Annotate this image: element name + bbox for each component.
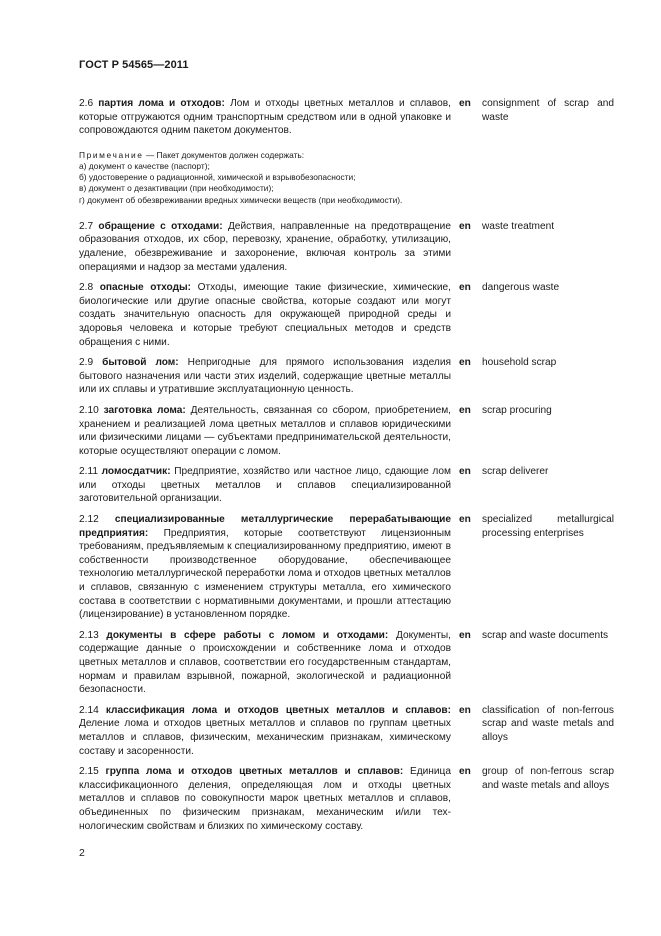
term-entry-2-8 bbox=[79, 281, 619, 349]
term-text: Документы, содержащие данные о происхождении и собственнике лома и отходов цветных металлов и сплавов, соответствии его государственным стандартам, нормам и правилам взрывной, пожарной, экологической и радиационной безопасности. bbox=[79, 629, 451, 696]
term-entry-2-10 bbox=[79, 404, 619, 458]
term-name: документы в сфере работы с ломом и отходами: bbox=[106, 629, 389, 641]
term-entry-2-6 bbox=[79, 97, 619, 138]
lang-code: en bbox=[459, 629, 471, 641]
term-entry-2-13 bbox=[79, 629, 619, 697]
term-english: household scrap bbox=[482, 357, 557, 369]
term-number: 2.11 bbox=[79, 466, 98, 478]
term-entry-2-15 bbox=[79, 765, 619, 833]
lang-code: en bbox=[459, 404, 471, 416]
lang-code: en bbox=[459, 514, 471, 526]
term-definition bbox=[79, 356, 451, 397]
term-name: ломосдатчик: bbox=[101, 466, 171, 478]
term-name: партия лома и отходов: bbox=[98, 98, 225, 109]
term-definition bbox=[79, 704, 451, 758]
term-definition bbox=[79, 97, 451, 138]
term-entry-2-9 bbox=[79, 356, 619, 397]
note-item: в) документ о дезактивации (при необходимости); bbox=[79, 183, 274, 194]
term-definition bbox=[79, 404, 451, 458]
note-item: г) документ об обезвреживании вредных химически веществ (при необходимости). bbox=[79, 194, 403, 205]
term-english: dangerous waste bbox=[482, 282, 560, 294]
term-definition bbox=[79, 220, 451, 274]
term-english: classification of non-ferrous scrap and waste metals and alloys bbox=[482, 704, 614, 743]
lang-code: en bbox=[459, 704, 471, 716]
term-name: группа лома и отходов цветных металлов и сплавов: bbox=[105, 766, 404, 778]
term-number: 2.13 bbox=[79, 629, 99, 641]
note-intro: — Пакет документов должен содержать: bbox=[145, 149, 305, 160]
term-entry-2-12 bbox=[79, 513, 619, 622]
lang-code: en bbox=[459, 466, 471, 478]
term-entry-2-14 bbox=[79, 704, 619, 758]
note-title: Примечание bbox=[79, 149, 144, 160]
term-text: Лом и отходы цветных металлов и сплавов, которые отгружаются одним транспортным средством или в одной упаковке и сопровождаются одним пакетом документов. bbox=[79, 98, 451, 137]
term-definition bbox=[79, 465, 451, 506]
term-entry-2-11 bbox=[79, 465, 619, 506]
term-definition bbox=[79, 513, 451, 622]
note-item: б) удостоверение о радиационной, химической и взрывобезопасности; bbox=[79, 172, 356, 183]
term-number: 2.15 bbox=[79, 766, 99, 778]
term-number: 2.12 bbox=[79, 514, 99, 526]
note-block bbox=[79, 150, 451, 206]
term-name: заготовка лома: bbox=[103, 404, 186, 416]
term-english: scrap and waste documents bbox=[482, 629, 609, 641]
terms-list bbox=[79, 97, 619, 840]
term-definition bbox=[79, 281, 451, 349]
lang-code: en bbox=[459, 98, 471, 109]
term-number: 2.14 bbox=[79, 704, 99, 716]
term-text: Деятельность, связанная со сбором, приобретением, хранением и реализацией лома цветных металлов и сплавов юридическими или физическими лицами — субъектами предпринимательской деятельности, которые осуществляют операции с ломом. bbox=[79, 404, 451, 457]
document-header: ГОСТ Р 54565—2011 bbox=[79, 59, 189, 71]
term-english: scrap procuring bbox=[482, 404, 552, 416]
page-number: 2 bbox=[79, 847, 85, 859]
term-english: group of non-ferrous scrap and waste metals and alloys bbox=[482, 766, 614, 791]
term-name: бытовой лом: bbox=[102, 357, 179, 369]
lang-code: en bbox=[459, 357, 471, 369]
term-definition bbox=[79, 765, 451, 833]
term-text: Предприятие, хозяйство или частное лицо, сдающие лом или отходы цветных металлов и сплавов специализированной заготовительной организации. bbox=[79, 466, 451, 505]
term-number: 2.8 bbox=[79, 282, 94, 294]
term-text: Действия, направленные на предотвращение образования отходов, их сбор, перевозку, хранение, обработку, утилизацию, удаление, обезвреживание и захоронение, включая контроль за этими операциями и надзор за местами удаления. bbox=[79, 220, 451, 273]
term-number: 2.10 bbox=[79, 404, 99, 416]
term-english: waste treatment bbox=[482, 220, 555, 232]
term-text: Предприятия, которые соответствуют лицензионным требованиям, предъявляемым к специализированному предприятию, имеют в собственности производственное оборудование, обеспечивающее технологию металлургической переработки лома и отходов цветных металлов и сплавов, связанную с изменением структуры металла, его химического состава в соответствии с нормативными документами, и прошли аттестацию (лицензирование) в установленном порядке. bbox=[79, 527, 451, 621]
term-number: 2.6 bbox=[79, 98, 94, 109]
term-name: специализированные металлургические перерабатывающие предприятия: bbox=[79, 514, 451, 539]
term-name: опасные отходы: bbox=[99, 282, 192, 294]
term-definition bbox=[79, 629, 451, 697]
term-text: Непригодные для прямого использования изделия бытового назначения или части этих изделий, содержащие цветные металлы или их сплавы и утратившие эксплуатационную ценность. bbox=[79, 357, 451, 396]
term-english: scrap deliverer bbox=[482, 466, 549, 478]
term-text: Деление лома и отходов цветных металлов и сплавов по группам цветных металлов и сплавов, физическим, механическим признакам, химическому составу и засоренности. bbox=[79, 718, 451, 757]
term-text: Отходы, имеющие такие физические, химические, биологические или другие опасные свойства, которые создают или могут создать значительную опасность для окружающей природной среды и здоровья человека и которые требуют специальных методов и средств обращения с ними. bbox=[79, 282, 451, 348]
note-item: а) документ о качестве (паспорт); bbox=[79, 160, 210, 171]
term-name: классификация лома и отходов цветных металлов и сплавов: bbox=[105, 704, 451, 716]
term-text: Единица классификационного деления, определяющая лом и отходы цветных металлов и сплавов по совокупности марок цветных металлов и сплавов, объединенных по физическим признакам, механическим и/или технологическим свойствам и близких по химическому составу. bbox=[79, 766, 451, 832]
term-english: specialized metallurgical processing enterprises bbox=[482, 514, 614, 539]
term-english: consignment of scrap and waste bbox=[482, 98, 614, 123]
lang-code: en bbox=[459, 282, 471, 294]
term-number: 2.9 bbox=[79, 357, 94, 369]
term-number: 2.7 bbox=[79, 220, 94, 232]
term-entry-2-7 bbox=[79, 220, 619, 274]
term-name: обращение с отходами: bbox=[98, 220, 223, 232]
lang-code: en bbox=[459, 766, 471, 778]
lang-code: en bbox=[459, 220, 471, 232]
